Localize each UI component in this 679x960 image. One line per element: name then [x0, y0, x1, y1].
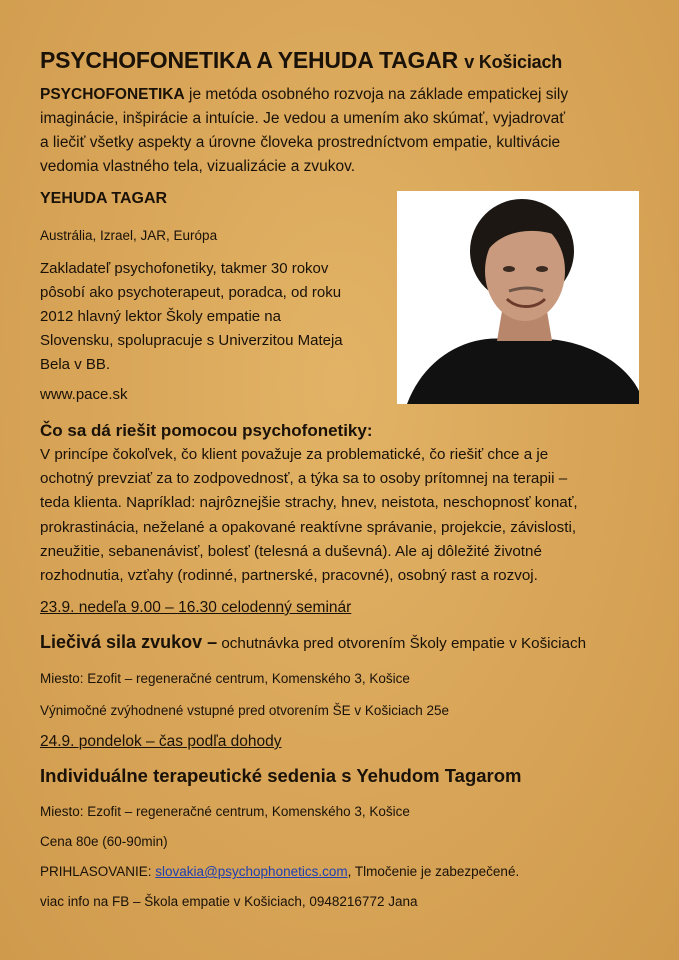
intro-line-3: a liečiť všetky aspekty a úrovne človeka prostredníctvom empatie, kultivácie: [40, 134, 561, 151]
intro-paragraph: [40, 83, 640, 179]
event2-date: 24.9. pondelok – čas podľa dohody: [40, 733, 282, 750]
intro-line-2: imaginácie, inšpirácie a intuície. Je vedou a umením ako skúmať, vyjadrovať: [40, 110, 566, 127]
what-line: prokrastinácia, neželané a opakované reaktívne správanie, projekcie, závislosti,: [40, 518, 577, 536]
intro-line-1-rest: je metóda osobného rozvoja na základe empatickej sily: [184, 86, 569, 103]
bio-line: Bela v BB.: [40, 356, 111, 373]
what-line: teda klienta. Napríklad: najrôznejšie strachy, hnev, neistota, neschopnosť konať,: [40, 494, 578, 512]
registration-line: [40, 864, 519, 879]
event1-title-rest: ochutnávka pred otvorením Školy empatie v Košiciach: [217, 635, 587, 652]
registration-email-link[interactable]: slovakia@psychophonetics.com: [155, 864, 348, 879]
bio-line: Slovensku, spolupracuje s Univerzitou Mateja: [40, 332, 343, 349]
event2-title: Individuálne terapeutické sedenia s Yehudom Tagarom: [40, 765, 522, 786]
what-line: zneužitie, sebanenávisť, bolesť (telesná a duševná). Ale aj dôležité životné: [40, 542, 542, 560]
bio-line: pôsobí ako psychoterapeut, poradca, od roku: [40, 284, 342, 301]
portrait-photo: [397, 191, 639, 404]
intro-line-4: vedomia vlastného tela, vizualizácie a zvukov.: [40, 158, 356, 175]
title-main: PSYCHOFONETIKA A YEHUDA TAGAR: [40, 47, 459, 73]
event1-place: Miesto: Ezofit – regeneračné centrum, Komenského 3, Košice: [40, 671, 410, 686]
title-suffix: v Košiciach: [464, 52, 563, 72]
section-heading-what: Čo sa dá riešit pomocou psychofonetiky:: [40, 421, 373, 440]
what-line: V princípe čokoľvek, čo klient považuje za problematické, čo riešiť chce a je: [40, 446, 549, 463]
what-line: rozhodnutia, vzťahy (rodinné, partnerské, pracovné), osobný rast a rozvoj.: [40, 567, 538, 585]
event1-price: Výnimočné zvýhodnené vstupné pred otvorením ŠE v Košiciach 25e: [40, 703, 449, 718]
what-line: ochotný prevziať za to zodpovednosť, a týka sa to osoby prítomnej na terapii –: [40, 470, 568, 488]
event1-title: [40, 632, 586, 653]
registration-label: PRIHLASOVANIE:: [40, 864, 156, 879]
bio-line: 2012 hlavný lektor Školy empatie na: [40, 308, 281, 325]
event2-place: Miesto: Ezofit – regeneračné centrum, Komenského 3, Košice: [40, 804, 410, 819]
person-name: YEHUDA TAGAR: [40, 190, 168, 207]
person-bio: [40, 257, 343, 377]
website-link[interactable]: www.pace.sk: [40, 386, 128, 403]
page-title: [40, 47, 562, 74]
event1-date: 23.9. nedeľa 9.00 – 16.30 celodenný seminár: [40, 599, 352, 616]
bio-line: Zakladateľ psychofonetiky, takmer 30 rokov: [40, 260, 329, 277]
more-info: viac info na FB – Škola empatie v Košiciach, 0948216772 Jana: [40, 894, 418, 909]
intro-line-1: [40, 83, 640, 107]
event1-title-bold: Liečivá sila zvukov –: [40, 632, 218, 652]
what-paragraph: [40, 443, 578, 588]
intro-lead: PSYCHOFONETIKA: [40, 86, 185, 103]
event2-price: Cena 80e (60-90min): [40, 834, 168, 849]
person-countries: Austrália, Izrael, JAR, Európa: [40, 228, 218, 243]
registration-after: , Tlmočenie je zabezpečené.: [347, 864, 520, 879]
portrait-illustration: [397, 191, 639, 404]
